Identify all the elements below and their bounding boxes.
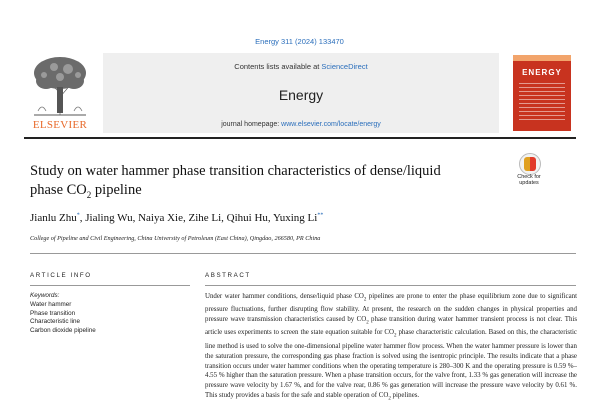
journal-reference[interactable]: Energy 311 (2024) 133470 [255, 37, 344, 46]
keyword-item[interactable]: Carbon dioxide pipeline [30, 327, 96, 335]
homepage-prefix: journal homepage: [221, 121, 280, 128]
contents-prefix: Contents lists available at [234, 62, 320, 71]
elsevier-tree-icon [24, 53, 96, 119]
journal-header [24, 53, 576, 135]
abstract-heading: ABSTRACT [205, 272, 251, 279]
author-name[interactable]: Zihe Li [188, 212, 222, 224]
title-subscript: 2 [86, 189, 92, 200]
author-name[interactable]: Jialing Wu [85, 212, 133, 224]
check-for-updates-button[interactable] [512, 153, 546, 187]
cover-stripe [513, 55, 571, 61]
title-line-1: Study on water hammer phase transition characteristics of dense/liquid [30, 163, 441, 179]
title-line-2b: pipeline [91, 182, 142, 198]
journal-cover-image[interactable] [513, 55, 571, 131]
author-list: Jianlu Zhu*, Jialing Wu, Naiya Xie, Zihe Li, Qihui Hu, Yuxing Li** [30, 212, 324, 224]
check-updates-icon [519, 153, 541, 175]
elsevier-wordmark: ELSEVIER [32, 119, 88, 131]
keyword-item[interactable]: Water hammer [30, 300, 72, 308]
article-info-heading: ARTICLE INFO [30, 272, 92, 279]
homepage-link[interactable]: www.elsevier.com/locate/energy [281, 121, 381, 128]
affiliation: College of Pipeline and Civil Engineering, China University of Petroleum (East China), Qingdao, 266580, PR China [30, 235, 321, 242]
author-name[interactable]: Jianlu Zhu [30, 212, 77, 224]
contents-line [103, 62, 499, 71]
author-mark[interactable]: ** [317, 212, 324, 219]
section-divider [30, 253, 576, 254]
elsevier-logo[interactable] [24, 53, 96, 133]
cover-title: ENERGY [522, 68, 562, 77]
author-name[interactable]: Qihui Hu [226, 212, 268, 224]
keyword-item[interactable]: Characteristic line [30, 318, 81, 326]
abstract-divider [205, 285, 576, 286]
header-divider [24, 137, 576, 139]
author-mark[interactable]: * [76, 212, 80, 219]
homepage-line [103, 121, 499, 128]
keyword-item[interactable]: Phase transition [30, 309, 76, 317]
article-info-divider [30, 285, 190, 286]
abstract-text: Under water hammer conditions, dense/liquid phase $CO_2$ pipelines are prone to enter the phase equilibrium zone due to significant pressure fluctuations, further disrupting flow stability. At present, the research on the sudden changes in physical properties and pressure wave transmission characteristics caused by $CO_2$ phase transition during water hammer transient process is not clear. This article uses experiments to screen the state equation suitable for $CO_2$ phase characteristic calculation. Based on this, the characteristic line method is used to solve the one-dimensional pipeline water hammer flow process. When the water hammer pressure is lower than the saturation pressure, the corresponding gas phase fraction is solved using the isentropic principle. The results indicate that a phase transition occurs under water hammer conditions when the operating temperature is 280–300 K and the operating pressure is 0.59 %–4.55 % higher than the saturation pressure. When a phase transition occurs, for the valve front, 1.33 % gas generation will increase the pressure wave velocity by 1.67 %, and for the valve rear, 0.86 % gas generation will increase the pressure wave velocity by 0.61 %. This study provides a basis for the safe and stable operation of $CO_2$ pipelines. [205, 293, 577, 402]
article-title [30, 162, 500, 205]
author-name[interactable]: Naiya Xie [138, 212, 183, 224]
journal-name[interactable]: Energy [278, 87, 324, 103]
keywords-label: Keywords: [30, 292, 60, 299]
sciencedirect-link[interactable]: ScienceDirect [321, 62, 368, 71]
check-updates-label: Check for updates [517, 174, 541, 186]
keywords-block [30, 292, 190, 336]
author-name[interactable]: Yuxing Li [273, 212, 318, 224]
cover-decoration [519, 83, 565, 123]
journal-info-box [103, 53, 499, 133]
title-line-2a: phase CO [30, 182, 87, 198]
